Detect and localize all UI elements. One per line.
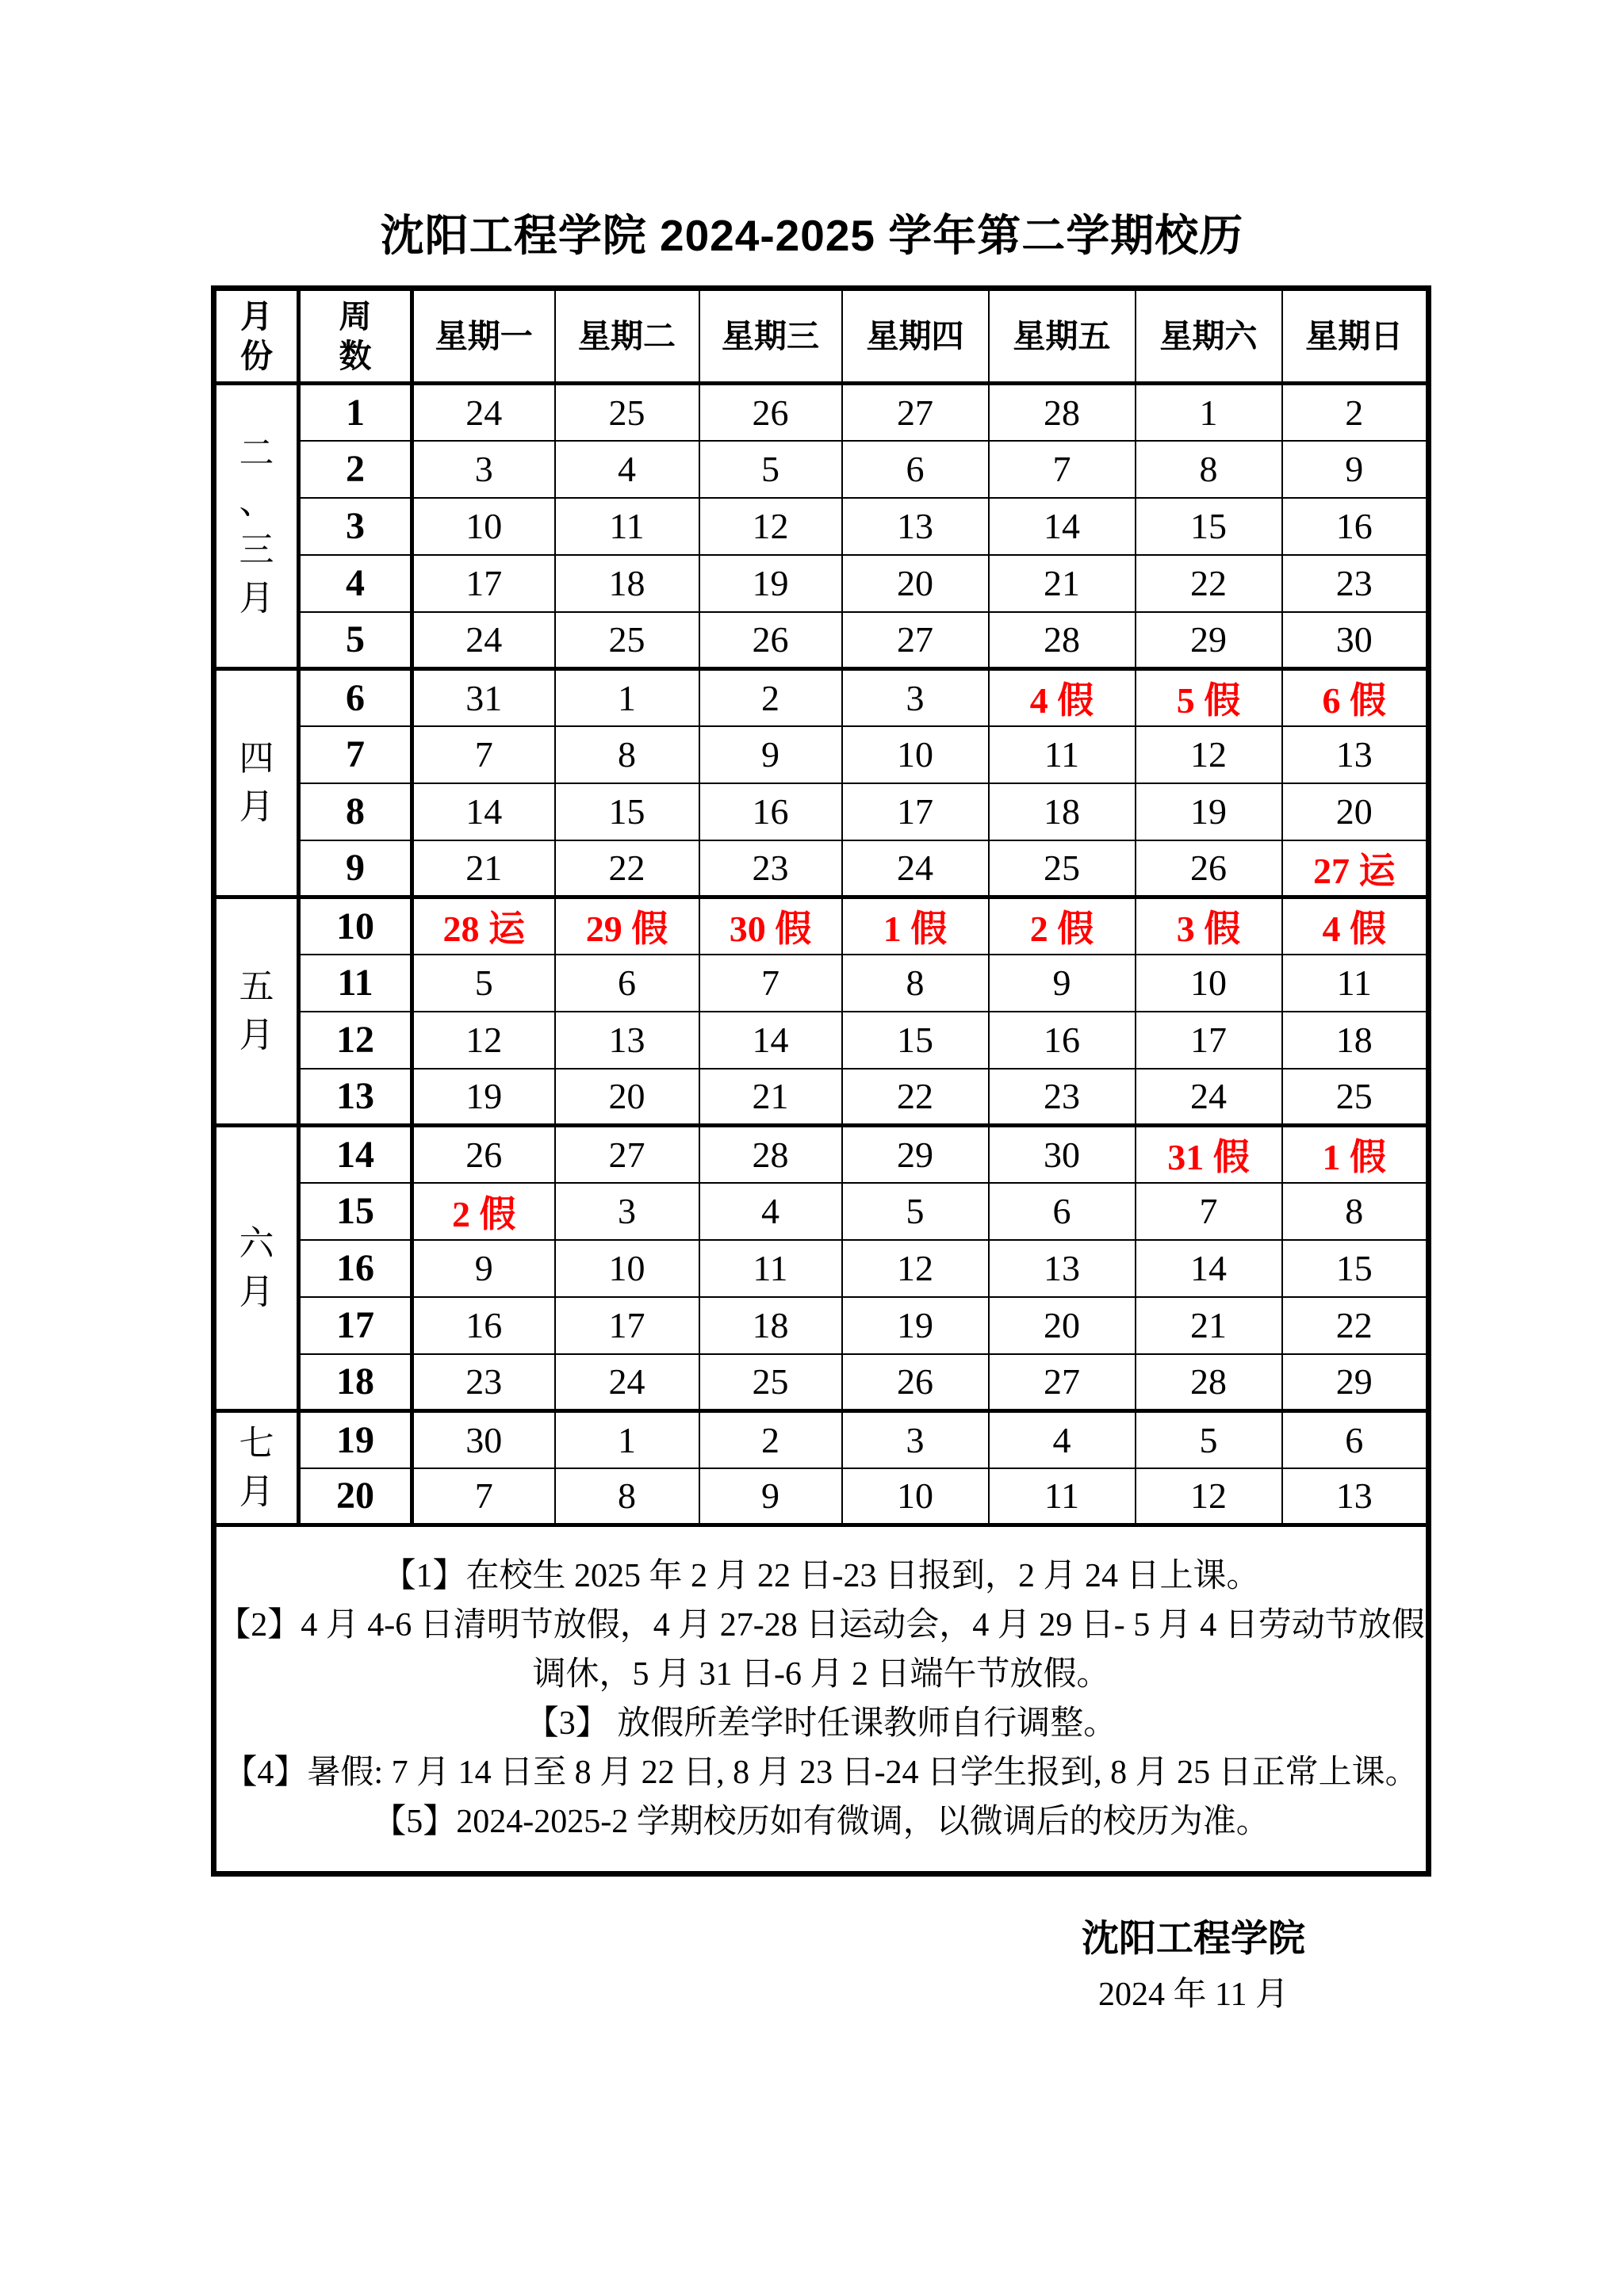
- day-cell: 12: [1136, 726, 1282, 783]
- day-cell: 12: [412, 1012, 555, 1069]
- day-cell: 25: [1282, 1069, 1429, 1126]
- week-number-cell: 10: [299, 897, 412, 955]
- day-cell: 22: [842, 1069, 989, 1126]
- day-cell: 11: [989, 1468, 1136, 1525]
- week-row: [214, 783, 1429, 840]
- month-column-header: 月 份: [214, 289, 299, 384]
- notes-row: [214, 1525, 1429, 1874]
- day-cell: 8: [555, 1468, 699, 1525]
- holiday-day-cell: 29 假: [555, 897, 699, 955]
- day-cell: 30: [1282, 612, 1429, 669]
- day-cell: 26: [842, 1354, 989, 1411]
- holiday-day-cell: 2 假: [412, 1183, 555, 1240]
- week-row: [214, 555, 1429, 612]
- holiday-day-cell: 30 假: [699, 897, 842, 955]
- month-label-cell: 五 月: [214, 897, 299, 1126]
- day-cell: 3: [555, 1183, 699, 1240]
- day-cell: 18: [1282, 1012, 1429, 1069]
- week-number-cell: 1: [299, 384, 412, 441]
- week-row: [214, 1069, 1429, 1126]
- day-cell: 18: [989, 783, 1136, 840]
- week-row: [214, 498, 1429, 555]
- day-cell: 6: [555, 955, 699, 1012]
- day-cell: 31: [412, 669, 555, 726]
- holiday-day-cell: 4 假: [989, 669, 1136, 726]
- day-cell: 8: [842, 955, 989, 1012]
- day-cell: 24: [412, 384, 555, 441]
- week-row: [214, 1411, 1429, 1468]
- day-header: 星期日: [1282, 289, 1429, 384]
- month-label-cell: 二 、 三 月: [214, 384, 299, 669]
- week-row: [214, 384, 1429, 441]
- holiday-day-cell: 27 运: [1282, 840, 1429, 897]
- week-number-cell: 18: [299, 1354, 412, 1411]
- day-cell: 11: [699, 1240, 842, 1297]
- day-cell: 17: [412, 555, 555, 612]
- week-row: [214, 1012, 1429, 1069]
- day-cell: 9: [699, 726, 842, 783]
- day-cell: 26: [1136, 840, 1282, 897]
- day-header: 星期二: [555, 289, 699, 384]
- day-header: 星期一: [412, 289, 555, 384]
- day-cell: 10: [842, 1468, 989, 1525]
- header-row: [214, 289, 1429, 384]
- day-cell: 20: [989, 1297, 1136, 1354]
- week-row: [214, 441, 1429, 498]
- week-number-cell: 6: [299, 669, 412, 726]
- holiday-day-cell: 28 运: [412, 897, 555, 955]
- note-line: 【5】2024-2025-2 学期校历如有微调，以微调后的校历为准。: [373, 1804, 1270, 1840]
- week-column-header: 周 数: [299, 289, 412, 384]
- day-cell: 22: [555, 840, 699, 897]
- day-cell: 12: [699, 498, 842, 555]
- day-cell: 15: [555, 783, 699, 840]
- day-cell: 17: [555, 1297, 699, 1354]
- day-cell: 22: [1282, 1297, 1429, 1354]
- day-cell: 14: [699, 1012, 842, 1069]
- week-number-cell: 13: [299, 1069, 412, 1126]
- month-label-cell: 六 月: [214, 1126, 299, 1411]
- week-row: [214, 1183, 1429, 1240]
- day-cell: 28: [989, 612, 1136, 669]
- calendar-body: [214, 289, 1429, 1874]
- day-cell: 2: [699, 1411, 842, 1468]
- week-number-cell: 17: [299, 1297, 412, 1354]
- day-header: 星期三: [699, 289, 842, 384]
- footer-school-name: 沈阳工程学院: [1082, 1919, 1305, 1960]
- holiday-day-cell: 3 假: [1136, 897, 1282, 955]
- day-cell: 29: [1282, 1354, 1429, 1411]
- day-cell: 24: [555, 1354, 699, 1411]
- holiday-day-cell: 4 假: [1282, 897, 1429, 955]
- day-cell: 16: [989, 1012, 1136, 1069]
- day-cell: 7: [989, 441, 1136, 498]
- note-line: 【1】在校生 2025 年 2 月 22 日-23 日报到，2 月 24 日上课。: [382, 1558, 1260, 1594]
- day-cell: 21: [412, 840, 555, 897]
- day-cell: 9: [1282, 441, 1429, 498]
- holiday-day-cell: 31 假: [1136, 1126, 1282, 1183]
- day-cell: 9: [699, 1468, 842, 1525]
- note-line: 【3】 放假所差学时任课教师自行调整。: [525, 1705, 1117, 1742]
- day-header: 星期五: [989, 289, 1136, 384]
- day-cell: 2: [699, 669, 842, 726]
- day-cell: 7: [1136, 1183, 1282, 1240]
- day-cell: 14: [989, 498, 1136, 555]
- day-cell: 10: [842, 726, 989, 783]
- day-cell: 25: [555, 384, 699, 441]
- day-cell: 20: [842, 555, 989, 612]
- day-cell: 26: [412, 1126, 555, 1183]
- day-cell: 13: [1282, 726, 1429, 783]
- day-header: 星期四: [842, 289, 989, 384]
- day-cell: 8: [1136, 441, 1282, 498]
- day-cell: 15: [1282, 1240, 1429, 1297]
- month-label-cell: 七 月: [214, 1411, 299, 1525]
- day-cell: 7: [412, 726, 555, 783]
- week-row: [214, 840, 1429, 897]
- week-number-cell: 15: [299, 1183, 412, 1240]
- note-line: 【4】暑假: 7 月 14 日至 8 月 22 日, 8 月 23 日-24 日学生报到, 8 月 25 日正常上课。: [224, 1755, 1419, 1791]
- day-cell: 18: [555, 555, 699, 612]
- day-cell: 23: [1282, 555, 1429, 612]
- week-row: [214, 1354, 1429, 1411]
- holiday-day-cell: 1 假: [842, 897, 989, 955]
- day-cell: 21: [699, 1069, 842, 1126]
- day-cell: 24: [1136, 1069, 1282, 1126]
- day-cell: 20: [555, 1069, 699, 1126]
- day-cell: 25: [555, 612, 699, 669]
- day-cell: 13: [989, 1240, 1136, 1297]
- day-cell: 10: [555, 1240, 699, 1297]
- day-cell: 11: [1282, 955, 1429, 1012]
- week-row: [214, 1297, 1429, 1354]
- day-cell: 15: [842, 1012, 989, 1069]
- day-cell: 14: [412, 783, 555, 840]
- day-cell: 2: [1282, 384, 1429, 441]
- week-row: [214, 669, 1429, 726]
- day-cell: 5: [412, 955, 555, 1012]
- week-row: [214, 612, 1429, 669]
- day-cell: 22: [1136, 555, 1282, 612]
- day-cell: 5: [699, 441, 842, 498]
- day-cell: 3: [842, 669, 989, 726]
- day-cell: 12: [842, 1240, 989, 1297]
- day-cell: 16: [699, 783, 842, 840]
- day-cell: 25: [699, 1354, 842, 1411]
- day-cell: 8: [555, 726, 699, 783]
- day-cell: 28: [989, 384, 1136, 441]
- day-cell: 6: [842, 441, 989, 498]
- day-cell: 7: [699, 955, 842, 1012]
- month-label-cell: 四 月: [214, 669, 299, 897]
- day-cell: 12: [1136, 1468, 1282, 1525]
- day-cell: 27: [555, 1126, 699, 1183]
- day-cell: 15: [1136, 498, 1282, 555]
- day-cell: 10: [1136, 955, 1282, 1012]
- day-cell: 19: [412, 1069, 555, 1126]
- week-number-cell: 2: [299, 441, 412, 498]
- day-cell: 16: [1282, 498, 1429, 555]
- week-number-cell: 19: [299, 1411, 412, 1468]
- week-number-cell: 16: [299, 1240, 412, 1297]
- day-cell: 23: [412, 1354, 555, 1411]
- day-cell: 13: [1282, 1468, 1429, 1525]
- holiday-day-cell: 6 假: [1282, 669, 1429, 726]
- week-row: [214, 1240, 1429, 1297]
- day-cell: 4: [555, 441, 699, 498]
- day-cell: 24: [842, 840, 989, 897]
- holiday-day-cell: 5 假: [1136, 669, 1282, 726]
- day-cell: 26: [699, 612, 842, 669]
- day-cell: 5: [842, 1183, 989, 1240]
- week-number-cell: 11: [299, 955, 412, 1012]
- day-cell: 24: [412, 612, 555, 669]
- holiday-day-cell: 1 假: [1282, 1126, 1429, 1183]
- day-cell: 11: [555, 498, 699, 555]
- day-cell: 27: [989, 1354, 1136, 1411]
- day-cell: 30: [989, 1126, 1136, 1183]
- note-line: 【2】4 月 4-6 日清明节放假，4 月 27-28 日运动会，4 月 29 日- 5 月 4 日劳动节放假调休，5 月 31 日-6 月 2 日端午节放假。: [217, 1607, 1425, 1693]
- day-cell: 1: [1136, 384, 1282, 441]
- week-number-cell: 3: [299, 498, 412, 555]
- week-row: [214, 955, 1429, 1012]
- day-cell: 4: [699, 1183, 842, 1240]
- day-cell: 27: [842, 384, 989, 441]
- week-row: [214, 1126, 1429, 1183]
- week-number-cell: 14: [299, 1126, 412, 1183]
- day-cell: 26: [699, 384, 842, 441]
- day-cell: 14: [1136, 1240, 1282, 1297]
- day-cell: 9: [989, 955, 1136, 1012]
- day-cell: 6: [989, 1183, 1136, 1240]
- week-number-cell: 8: [299, 783, 412, 840]
- day-cell: 1: [555, 1411, 699, 1468]
- day-cell: 19: [699, 555, 842, 612]
- day-cell: 17: [1136, 1012, 1282, 1069]
- day-cell: 19: [1136, 783, 1282, 840]
- week-row: [214, 1468, 1429, 1525]
- day-cell: 28: [1136, 1354, 1282, 1411]
- page-title: 沈阳工程学院 2024-2025 学年第二学期校历: [380, 211, 1244, 260]
- notes-cell: [214, 1525, 1429, 1874]
- week-number-cell: 20: [299, 1468, 412, 1525]
- day-cell: 23: [699, 840, 842, 897]
- week-number-cell: 4: [299, 555, 412, 612]
- day-cell: 1: [555, 669, 699, 726]
- day-cell: 29: [842, 1126, 989, 1183]
- day-cell: 10: [412, 498, 555, 555]
- day-cell: 5: [1136, 1411, 1282, 1468]
- day-cell: 17: [842, 783, 989, 840]
- week-number-cell: 12: [299, 1012, 412, 1069]
- day-cell: 8: [1282, 1183, 1429, 1240]
- day-cell: 7: [412, 1468, 555, 1525]
- day-cell: 19: [842, 1297, 989, 1354]
- day-cell: 4: [989, 1411, 1136, 1468]
- day-cell: 28: [699, 1126, 842, 1183]
- day-cell: 11: [989, 726, 1136, 783]
- footer-date: 2024 年 11 月: [1098, 1976, 1289, 2013]
- day-cell: 18: [699, 1297, 842, 1354]
- holiday-day-cell: 2 假: [989, 897, 1136, 955]
- day-cell: 13: [842, 498, 989, 555]
- day-cell: 23: [989, 1069, 1136, 1126]
- calendar-table: [211, 285, 1431, 1877]
- day-cell: 27: [842, 612, 989, 669]
- day-cell: 3: [842, 1411, 989, 1468]
- day-header: 星期六: [1136, 289, 1282, 384]
- day-cell: 9: [412, 1240, 555, 1297]
- week-number-cell: 9: [299, 840, 412, 897]
- day-cell: 21: [989, 555, 1136, 612]
- day-cell: 20: [1282, 783, 1429, 840]
- day-cell: 29: [1136, 612, 1282, 669]
- week-row: [214, 897, 1429, 955]
- day-cell: 30: [412, 1411, 555, 1468]
- day-cell: 21: [1136, 1297, 1282, 1354]
- day-cell: 6: [1282, 1411, 1429, 1468]
- week-number-cell: 7: [299, 726, 412, 783]
- day-cell: 16: [412, 1297, 555, 1354]
- week-row: [214, 726, 1429, 783]
- day-cell: 13: [555, 1012, 699, 1069]
- week-number-cell: 5: [299, 612, 412, 669]
- day-cell: 25: [989, 840, 1136, 897]
- day-cell: 3: [412, 441, 555, 498]
